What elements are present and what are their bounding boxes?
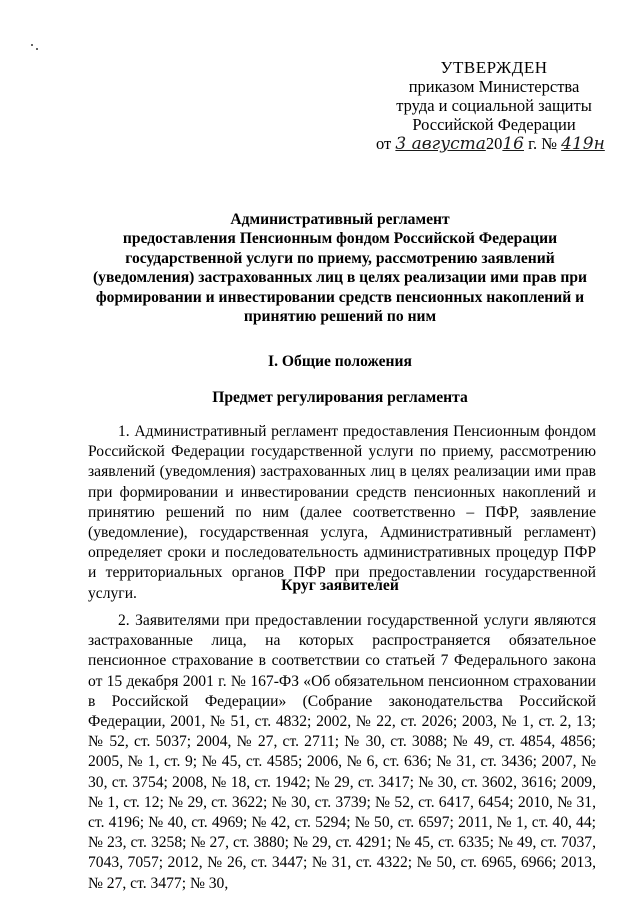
title-line: государственной услуги по приему, рассмотрению заявлений [125,249,555,267]
approval-block [374,58,614,154]
approval-date-line [374,134,614,154]
paragraph-1: 1. Административный регламент предоставления Пенсионным фондом Российской Федерации государственной услуги по приему, рассмотрению заявлений (уведомления) застрахованных лиц в целях реализации ими прав при формировании и инвестировании средств пенсионных накоплений и принятию решений по ним (далее соответственно – ПФР, заявление (уведомление), государственная услуга, Административный регламент) определяет сроки и последовательность административных процедур ПФР и территориальных органов ПФР при предоставлении государственной услуги. [88,423,596,602]
approval-line-1: приказом Министерства [408,77,580,96]
title-line: принятию решений по ним [243,308,437,326]
title-line: (уведомления) застрахованных лиц в целях реализации ими прав при [92,269,588,287]
subsection-heading-subject: Предмет регулирования регламента [212,389,468,406]
title-line: Административный регламент [230,211,450,228]
handwritten-date: 3 августа [395,134,486,154]
year-unit: г. № [528,134,558,153]
approval-line-2: труда и социальной защиты [396,96,592,115]
document-title [80,210,600,326]
paragraph-2: 2. Заявителями при предоставлении государственной услуги являются застрахованные лица, на которых распространяется обязательное пенсионное страхование в соответствии со статьей 7 Федерального закона от 15 декабря 2001 г. № 167-ФЗ «Об обязательном пенсионном страховании в Российской Федерации» (Собрание законодательства Российской Федерации, 2001, № 51, ст. 4832; 2002, № 22, ст. 2026; 2003, № 1, ст. 2, 13; № 52, ст. 5037; 2004, № 27, ст. 2711; № 30, ст. 3088; № 49, ст. 4854, 4856; 2005, № 1, ст. 9; № 45, ст. 4585; 2006, № 6, ст. 636; № 31, ст. 3436; 2007, № 30, ст. 3754; 2008, № 18, ст. 1942; № 29, ст. 3417; № 30, ст. 3602, 3616; 2009, № 1, ст. 12; № 29, ст. 3622; № 30, ст. 3739; № 52, ст. 6417, 6454; 2010, № 31, ст. 4196; № 40, ст. 4969; № 42, ст. 5294; № 50, ст. 6597; 2011, № 1, ст. 40, 44; № 23, ст. 3258; № 27, ст. 3880; № 29, ст. 4291; № 45, ст. 6335; № 49, ст. 7037, 7043, 7057; 2012, № 26, ст. 3447; № 31, ст. 4322; № 50, ст. 6965, 6966; 2013, № 27, ст. 3477; № 30, [88,612,596,892]
date-prefix: от [376,134,392,153]
approval-title: УТВЕРЖДЕН [440,58,548,77]
year-prefix: 20 [485,134,503,153]
handwritten-year: 16 [502,134,524,154]
handwritten-order-number: 419н [561,134,605,154]
scan-speck [31,44,33,46]
approval-line-3: Российской Федерации [412,115,576,134]
title-line: формировании и инвестировании средств пенсионных накоплений и [95,288,585,306]
section-heading-general: I. Общие положения [268,353,412,370]
subsection-heading-applicants: Круг заявителей [281,577,399,594]
scan-speck [36,48,38,50]
title-line: предоставления Пенсионным фондом Российской Федерации [122,230,558,248]
